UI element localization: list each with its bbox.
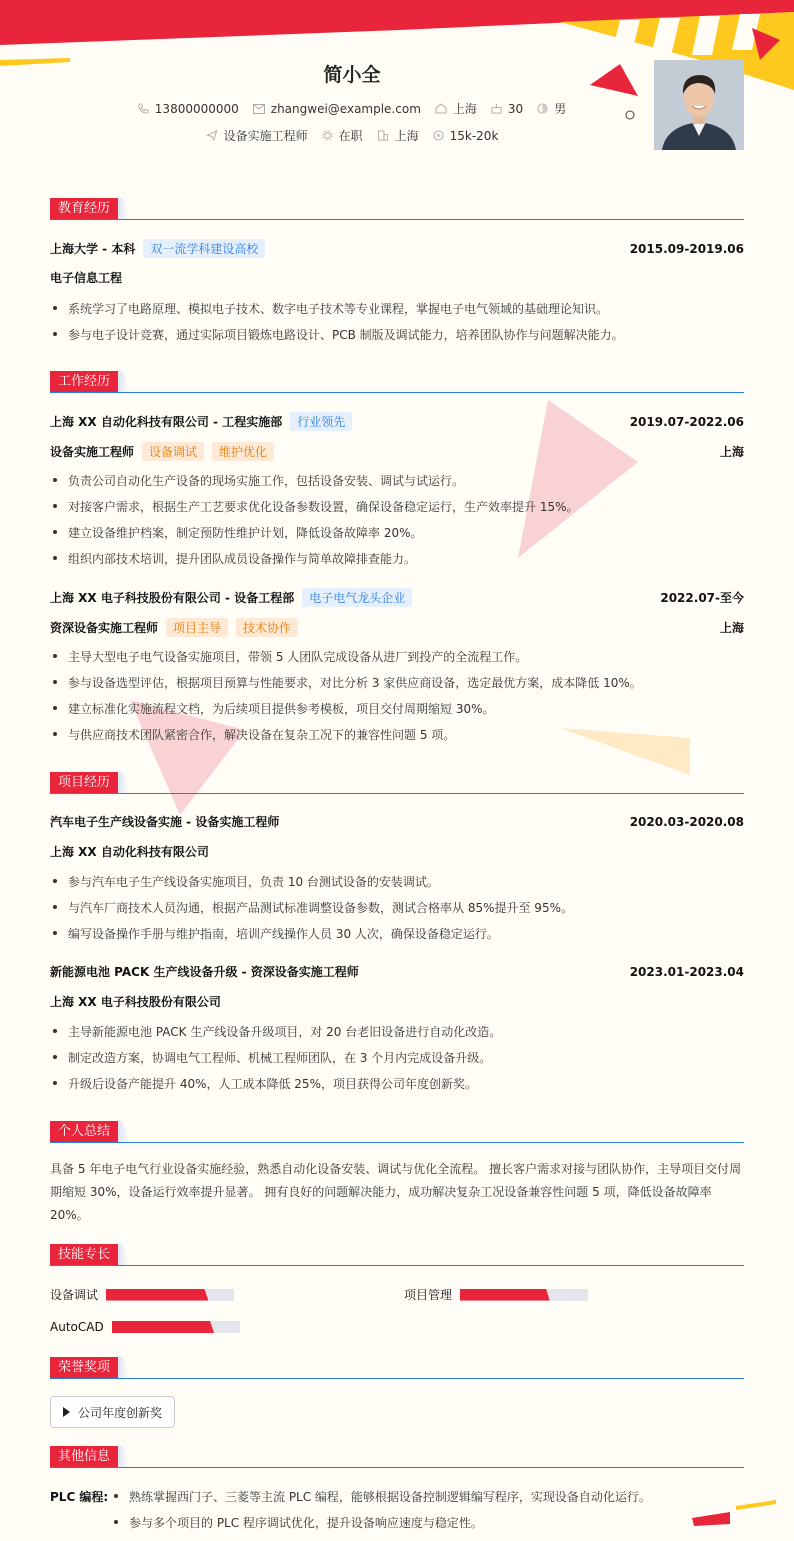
project-title: 汽车电子生产线设备实施 - 设备实施工程师 xyxy=(50,815,280,829)
section-divider xyxy=(50,1142,744,1143)
education-header xyxy=(50,239,744,258)
school-tag: 双一流学科建设高校 xyxy=(143,239,265,258)
section-education-title: 教育经历 xyxy=(50,198,118,220)
list-item: 主导大型电子电气设备实施项目，带领 5 人团队完成设备从进厂到投产的全流程工作。 xyxy=(50,648,744,665)
company-name: 上海 XX 自动化科技有限公司 - 工程实施部 xyxy=(50,415,283,429)
mail-icon xyxy=(253,104,265,114)
education-date: 2015.09-2019.06 xyxy=(629,241,744,256)
section-other xyxy=(50,1446,130,1468)
salary-text: 15k-20k xyxy=(449,128,499,143)
section-summary xyxy=(50,1121,130,1143)
skill-item xyxy=(404,1286,588,1303)
target-city-text: 上海 xyxy=(394,129,419,143)
summary-text: 具备 5 年电子电气行业设备实施经验，熟悉自动化设备安装、调试与优化全流程。 擅长客户需求对接与团队协作，主导项目交付周期缩短 30%，设备运行效率提升显著。 拥有良好的问题解决能力，成功解决复杂工况设备兼容性问题 5 项，降低设备故障率 20%。 xyxy=(50,1162,742,1222)
major: 电子信息工程 xyxy=(50,271,123,285)
skill-bar xyxy=(106,1289,234,1301)
role-row xyxy=(50,618,744,637)
list-item: 系统学习了电路原理、模拟电子技术、数字电子技术等专业课程，掌握电子电气领域的基础理论知识。 xyxy=(50,300,744,317)
age-text: 30 xyxy=(507,101,524,116)
work-header xyxy=(50,412,744,431)
section-divider xyxy=(50,1467,744,1468)
status-text: 在职 xyxy=(338,129,363,143)
list-item: 编写设备操作手册与维护指南，培训产线操作人员 30 人次，确保设备稳定运行。 xyxy=(50,925,744,942)
avatar-image xyxy=(654,60,744,150)
gear-icon xyxy=(322,130,333,141)
work-city: 上海 xyxy=(719,445,744,459)
skill-item xyxy=(50,1286,234,1303)
other-label: PLC 编程: xyxy=(50,1490,109,1504)
section-projects xyxy=(50,772,130,794)
list-item: 与汽车厂商技术人员沟通，根据产品测试标准调整设备参数，测试合格率从 85%提升至 95%。 xyxy=(50,899,744,916)
play-icon xyxy=(63,1407,70,1417)
project-title: 新能源电池 PACK 生产线设备升级 - 资深设备实施工程师 xyxy=(50,965,359,979)
list-item: 熟练掌握西门子、三菱等主流 PLC 编程，能够根据设备控制逻辑编写程序，实现设备自动化运行。 xyxy=(112,1488,651,1505)
section-work xyxy=(50,371,130,393)
award-text: 公司年度创新奖 xyxy=(78,1405,163,1420)
position-text: 设备实施工程师 xyxy=(223,129,308,143)
role-title: 设备实施工程师 xyxy=(50,445,135,459)
candidate-name: 简小全 xyxy=(323,64,381,86)
section-skills-title: 技能专长 xyxy=(50,1244,118,1266)
list-item: 升级后设备产能提升 40%，人工成本降低 25%，项目获得公司年度创新奖。 xyxy=(50,1075,744,1092)
list-item: 负责公司自动化生产设备的现场实施工作，包括设备安装、调试与试运行。 xyxy=(50,472,744,489)
contact-row xyxy=(0,100,704,117)
section-work-title: 工作经历 xyxy=(50,371,118,393)
cake-icon xyxy=(491,103,502,114)
skill-name: AutoCAD xyxy=(50,1320,104,1334)
gender-item xyxy=(537,100,566,117)
gender-icon xyxy=(537,103,548,114)
company-tag: 电子电气龙头企业 xyxy=(302,588,412,607)
project-header xyxy=(50,813,744,830)
section-projects-title: 项目经历 xyxy=(50,772,118,794)
role-tag: 项目主导 xyxy=(166,618,228,637)
project-date: 2023.01-2023.04 xyxy=(629,964,744,979)
home-icon xyxy=(435,103,447,114)
work-header xyxy=(50,588,744,607)
building-icon xyxy=(377,130,389,141)
phone-item xyxy=(138,102,239,116)
location-text: 上海 xyxy=(452,102,477,116)
role-tag: 设备调试 xyxy=(142,442,204,461)
skill-bar xyxy=(112,1321,240,1333)
send-icon xyxy=(206,130,218,141)
role-title: 资深设备实施工程师 xyxy=(50,621,159,635)
section-awards-title: 荣誉奖项 xyxy=(50,1357,118,1379)
award-item[interactable] xyxy=(50,1396,175,1428)
phone-icon xyxy=(138,103,149,114)
salary-item xyxy=(433,129,499,143)
section-awards xyxy=(50,1357,130,1379)
skill-item xyxy=(50,1320,240,1334)
list-item: 参与多个项目的 PLC 程序调试优化，提升设备响应速度与稳定性。 xyxy=(112,1514,483,1531)
location-item xyxy=(435,100,477,117)
skill-bar xyxy=(460,1289,588,1301)
skill-fill xyxy=(460,1289,550,1301)
section-other-title: 其他信息 xyxy=(50,1446,118,1468)
project-company-row xyxy=(50,993,744,1010)
list-item: 对接客户需求，根据生产工艺要求优化设备参数设置，确保设备稳定运行，生产效率提升 15%。 xyxy=(50,498,744,515)
section-education xyxy=(50,198,130,220)
list-item: 主导新能源电池 PACK 生产线设备升级项目，对 20 台老旧设备进行自动化改造。 xyxy=(50,1023,744,1040)
skill-name: 项目管理 xyxy=(404,1288,453,1302)
work-date: 2019.07-2022.06 xyxy=(629,414,744,429)
list-item: 参与电子设计竞赛，通过实际项目锻炼电路设计、PCB 制版及调试能力，培养团队协作与问题解决能力。 xyxy=(50,326,744,343)
gender-text: 男 xyxy=(554,102,567,116)
status-item xyxy=(322,127,363,144)
school-name: 上海大学 - 本科 xyxy=(50,242,136,256)
section-divider xyxy=(50,1378,744,1379)
section-divider xyxy=(50,392,744,393)
role-tag: 维护优化 xyxy=(212,442,274,461)
work-city: 上海 xyxy=(719,621,744,635)
position-item xyxy=(206,127,308,144)
skill-fill xyxy=(106,1289,208,1301)
major-row xyxy=(50,269,744,286)
age-item xyxy=(491,102,523,116)
list-item: 与供应商技术团队紧密合作，解决设备在复杂工况下的兼容性问题 5 项。 xyxy=(50,726,744,743)
role-tag: 技术协作 xyxy=(236,618,298,637)
list-item: 参与汽车电子生产线设备实施项目，负责 10 台测试设备的安装调试。 xyxy=(50,873,744,890)
phone-text: 13800000000 xyxy=(154,101,239,116)
company-name: 上海 XX 电子科技股份有限公司 - 设备工程部 xyxy=(50,591,295,605)
list-item: 建立标准化实施流程文档，为后续项目提供参考模板，项目交付周期缩短 30%。 xyxy=(50,700,744,717)
profile-photo xyxy=(654,60,744,150)
project-date: 2020.03-2020.08 xyxy=(629,814,744,829)
coin-icon xyxy=(433,130,444,141)
company-tag: 行业领先 xyxy=(290,412,352,431)
target-city-item xyxy=(377,127,419,144)
section-skills xyxy=(50,1244,130,1266)
work-date: 2022.07-至今 xyxy=(660,591,744,605)
job-intent-row xyxy=(0,127,704,144)
section-divider xyxy=(50,1265,744,1266)
project-company-row xyxy=(50,843,744,860)
section-divider xyxy=(50,793,744,794)
role-row xyxy=(50,442,744,461)
project-company: 上海 XX 电子科技股份有限公司 xyxy=(50,995,221,1009)
skill-name: 设备调试 xyxy=(50,1288,99,1302)
email-item xyxy=(253,102,421,116)
list-item: 制定改造方案，协调电气工程师、机械工程师团队，在 3 个月内完成设备升级。 xyxy=(50,1049,744,1066)
section-divider xyxy=(50,219,744,220)
list-item: 组织内部技术培训，提升团队成员设备操作与简单故障排查能力。 xyxy=(50,550,744,567)
email-text: zhangwei@example.com xyxy=(270,101,421,116)
list-item: 建立设备维护档案，制定预防性维护计划，降低设备故障率 20%。 xyxy=(50,524,744,541)
skill-fill xyxy=(112,1321,214,1333)
section-summary-title: 个人总结 xyxy=(50,1121,118,1143)
project-company: 上海 XX 自动化科技有限公司 xyxy=(50,845,209,859)
project-header xyxy=(50,963,744,980)
list-item: 参与设备选型评估，根据项目预算与性能要求，对比分析 3 家供应商设备，选定最优方案，成本降低 10%。 xyxy=(50,674,744,691)
